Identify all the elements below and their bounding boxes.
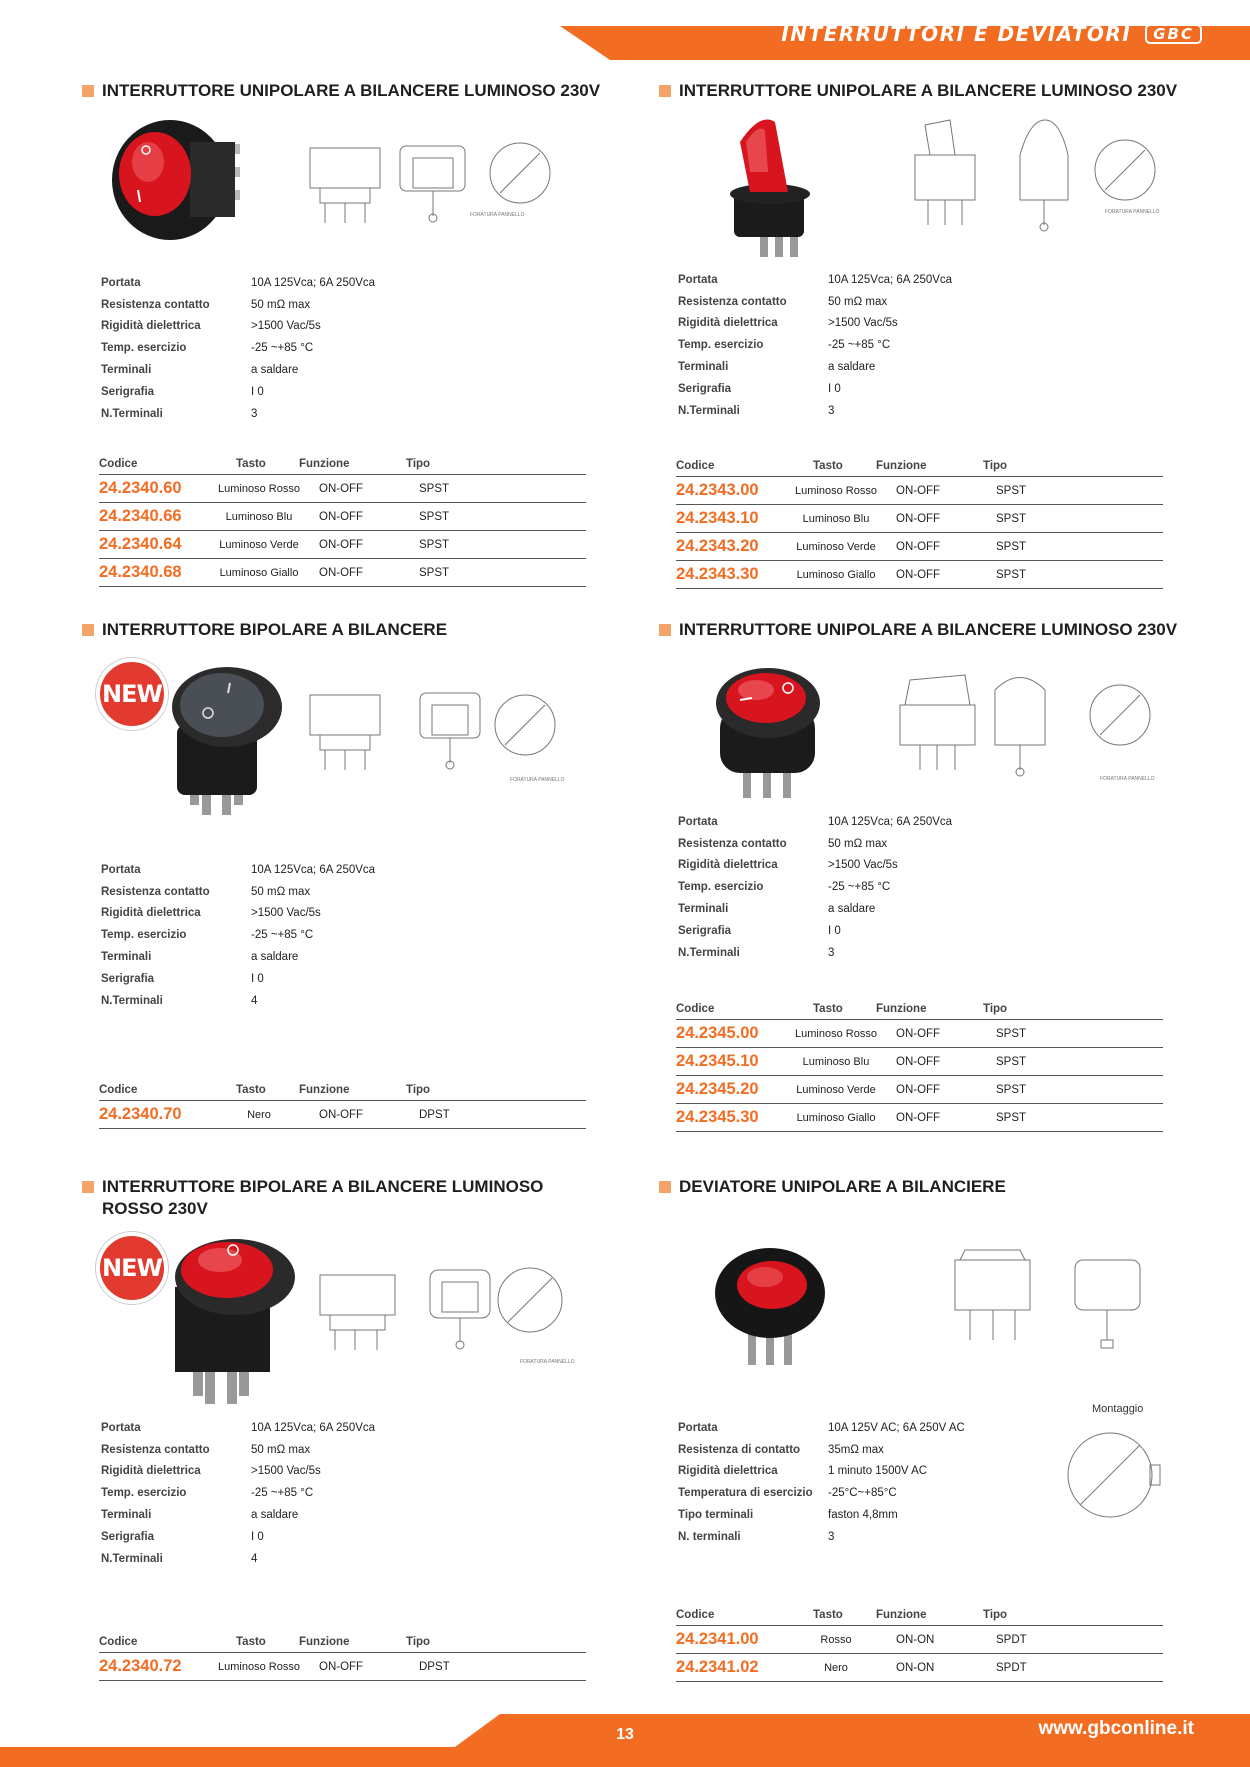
spec-row: Terminali a saldare [101, 364, 299, 377]
section-title: INTERRUTTORE BIPOLARE A BILANCERE [82, 619, 602, 641]
technical-drawing [295, 675, 575, 795]
spec-row: N.Terminali 3 [678, 946, 835, 959]
product-section [659, 80, 1179, 102]
foratura-label: FORATURA PANNELLO [470, 212, 525, 218]
foratura-label: FORATURA PANNELLO [1105, 209, 1160, 215]
table-row: 24.2345.30 Luminoso Giallo ON-OFF SPST [676, 1104, 1163, 1132]
header-title: INTERRUTTORI E DEVIATORI [781, 22, 1132, 46]
product-photo [720, 112, 820, 282]
new-badge: NEW [96, 658, 168, 730]
spec-row: Serigrafia I 0 [101, 385, 264, 398]
spec-row: Rigidità dielettrica >1500 Vac/5s [678, 859, 898, 872]
table-row: 24.2340.72 Luminoso Rosso ON-OFF DPST [99, 1653, 586, 1681]
product-photo [710, 1245, 830, 1370]
table-header: Codice Tasto Funzione Tipo [99, 453, 586, 475]
table-header: Codice Tasto Funzione Tipo [99, 1631, 586, 1653]
spec-list [678, 1417, 965, 1548]
spec-row: Portata 10A 125Vca; 6A 250Vca [678, 273, 953, 286]
product-section [659, 619, 1179, 641]
gbc-logo: GBC [1145, 24, 1202, 44]
product-table [99, 1079, 586, 1129]
table-header: Codice Tasto Funzione Tipo [99, 1079, 586, 1101]
spec-row: N. terminali 3 [678, 1530, 835, 1543]
table-row: 24.2340.60 Luminoso Rosso ON-OFF SPST [99, 475, 586, 503]
spec-row: Terminali a saldare [101, 951, 299, 964]
spec-row: Portata 10A 125Vca; 6A 250Vca [101, 1421, 376, 1434]
table-row: 24.2340.66 Luminoso Blu ON-OFF SPST [99, 503, 586, 531]
spec-list [101, 1417, 375, 1570]
table-row: 24.2343.00 Luminoso Rosso ON-OFF SPST [676, 477, 1163, 505]
product-table [676, 455, 1163, 589]
spec-row: Tipo terminali faston 4,8mm [678, 1509, 898, 1522]
new-badge: NEW [96, 1232, 168, 1304]
foratura-label: FORATURA PANNELLO [1100, 776, 1155, 782]
spec-row: Terminali a saldare [101, 1509, 299, 1522]
table-row: 24.2345.20 Luminoso Verde ON-OFF SPST [676, 1076, 1163, 1104]
table-row: 24.2343.10 Luminoso Blu ON-OFF SPST [676, 505, 1163, 533]
table-row: 24.2343.30 Luminoso Giallo ON-OFF SPST [676, 561, 1163, 589]
bullet-square-icon [82, 624, 94, 636]
section-title: INTERRUTTORE UNIPOLARE A BILANCERE LUMINOSO 230V [659, 619, 1179, 641]
product-table [99, 453, 586, 587]
bullet-square-icon [659, 624, 671, 636]
header-title-bar [781, 22, 1202, 46]
spec-row: Resistenza contatto 50 mΩ max [101, 298, 311, 311]
spec-row: Serigrafia I 0 [101, 1530, 264, 1543]
spec-row: Resistenza contatto 50 mΩ max [101, 1443, 311, 1456]
product-table [676, 1604, 1163, 1682]
spec-row: Portata 10A 125V AC; 6A 250V AC [678, 1421, 965, 1434]
spec-row: Rigidità dielettrica >1500 Vac/5s [678, 317, 898, 330]
product-section [659, 1176, 1179, 1198]
spec-row: Temp. esercizio -25 ~+85 °C [101, 929, 314, 942]
spec-row: Resistenza contatto 50 mΩ max [101, 885, 311, 898]
spec-row: Terminali a saldare [678, 361, 876, 374]
product-section [82, 1176, 602, 1220]
product-table [676, 998, 1163, 1132]
spec-row: Temp. esercizio -25 ~+85 °C [678, 881, 891, 894]
spec-row: N.Terminali 3 [101, 407, 258, 420]
spec-row: Rigidità dielettrica >1500 Vac/5s [101, 1465, 321, 1478]
table-row: 24.2340.68 Luminoso Giallo ON-OFF SPST [99, 559, 586, 587]
table-row: 24.2340.64 Luminoso Verde ON-OFF SPST [99, 531, 586, 559]
spec-row: Temp. esercizio -25 ~+85 °C [678, 339, 891, 352]
section-title: INTERRUTTORE UNIPOLARE A BILANCERE LUMINOSO 230V [659, 80, 1179, 102]
spec-row: N.Terminali 3 [678, 404, 835, 417]
product-table [99, 1631, 586, 1681]
table-header: Codice Tasto Funzione Tipo [676, 998, 1163, 1020]
table-row: 24.2341.02 Nero ON-ON SPDT [676, 1654, 1163, 1682]
spec-row: Serigrafia I 0 [678, 382, 841, 395]
section-title: INTERRUTTORE UNIPOLARE A BILANCERE LUMINOSO 230V [82, 80, 602, 102]
bullet-square-icon [82, 85, 94, 97]
table-row: 24.2345.00 Luminoso Rosso ON-OFF SPST [676, 1020, 1163, 1048]
spec-row: Terminali a saldare [678, 903, 876, 916]
spec-row: Resistenza contatto 50 mΩ max [678, 295, 888, 308]
product-photo [162, 665, 287, 820]
table-row: 24.2345.10 Luminoso Blu ON-OFF SPST [676, 1048, 1163, 1076]
product-photo [165, 1232, 300, 1410]
spec-list [678, 269, 952, 422]
montaggio-label: Montaggio [1092, 1403, 1144, 1415]
table-row: 24.2340.70 Nero ON-OFF DPST [99, 1101, 586, 1129]
bullet-square-icon [82, 1181, 94, 1193]
spec-list [101, 272, 375, 425]
spec-list [678, 811, 952, 964]
spec-row: Serigrafia I 0 [101, 972, 264, 985]
section-title: INTERRUTTORE BIPOLARE A BILANCERE LUMINOSO ROSSO 230V [82, 1176, 602, 1220]
footer-url[interactable]: www.gbconline.it [1038, 1718, 1194, 1739]
bullet-square-icon [659, 1181, 671, 1193]
spec-row: Serigrafia I 0 [678, 924, 841, 937]
spec-row: Portata 10A 125Vca; 6A 250Vca [101, 276, 376, 289]
technical-drawing [295, 128, 575, 248]
spec-row: Portata 10A 125Vca; 6A 250Vca [101, 863, 376, 876]
foratura-label: FORATURA PANNELLO [520, 1359, 575, 1365]
table-row: 24.2343.20 Luminoso Verde ON-OFF SPST [676, 533, 1163, 561]
technical-drawing [305, 1250, 585, 1375]
spec-row: Rigidità dielettrica >1500 Vac/5s [101, 907, 321, 920]
bullet-square-icon [659, 85, 671, 97]
product-photo [708, 658, 828, 813]
spec-row: Temp. esercizio -25 ~+85 °C [101, 342, 314, 355]
technical-drawing [935, 1245, 1160, 1355]
product-photo [110, 112, 275, 247]
product-section [82, 619, 602, 641]
technical-drawing [885, 660, 1170, 785]
spec-row: Resistenza contatto 50 mΩ max [678, 837, 888, 850]
spec-list [101, 859, 375, 1012]
spec-row: Resistenza di contatto 35mΩ max [678, 1443, 884, 1456]
section-title: DEVIATORE UNIPOLARE A BILANCIERE [659, 1176, 1179, 1198]
spec-row: Rigidità dielettrica 1 minuto 1500V AC [678, 1465, 928, 1478]
spec-row: Temperatura di esercizio -25°C~+85°C [678, 1487, 897, 1500]
spec-row: N.Terminali 4 [101, 994, 258, 1007]
spec-row: Portata 10A 125Vca; 6A 250Vca [678, 815, 953, 828]
technical-drawing [900, 115, 1170, 250]
table-row: 24.2341.00 Rosso ON-ON SPDT [676, 1626, 1163, 1654]
product-section [82, 80, 602, 102]
table-header: Codice Tasto Funzione Tipo [676, 455, 1163, 477]
spec-row: N.Terminali 4 [101, 1552, 258, 1565]
spec-row: Rigidità dielettrica >1500 Vac/5s [101, 320, 321, 333]
mounting-drawing [1055, 1420, 1175, 1530]
page-number: 13 [616, 1726, 634, 1743]
spec-row: Temp. esercizio -25 ~+85 °C [101, 1487, 314, 1500]
foratura-label: FORATURA PANNELLO [510, 777, 565, 783]
table-header: Codice Tasto Funzione Tipo [676, 1604, 1163, 1626]
